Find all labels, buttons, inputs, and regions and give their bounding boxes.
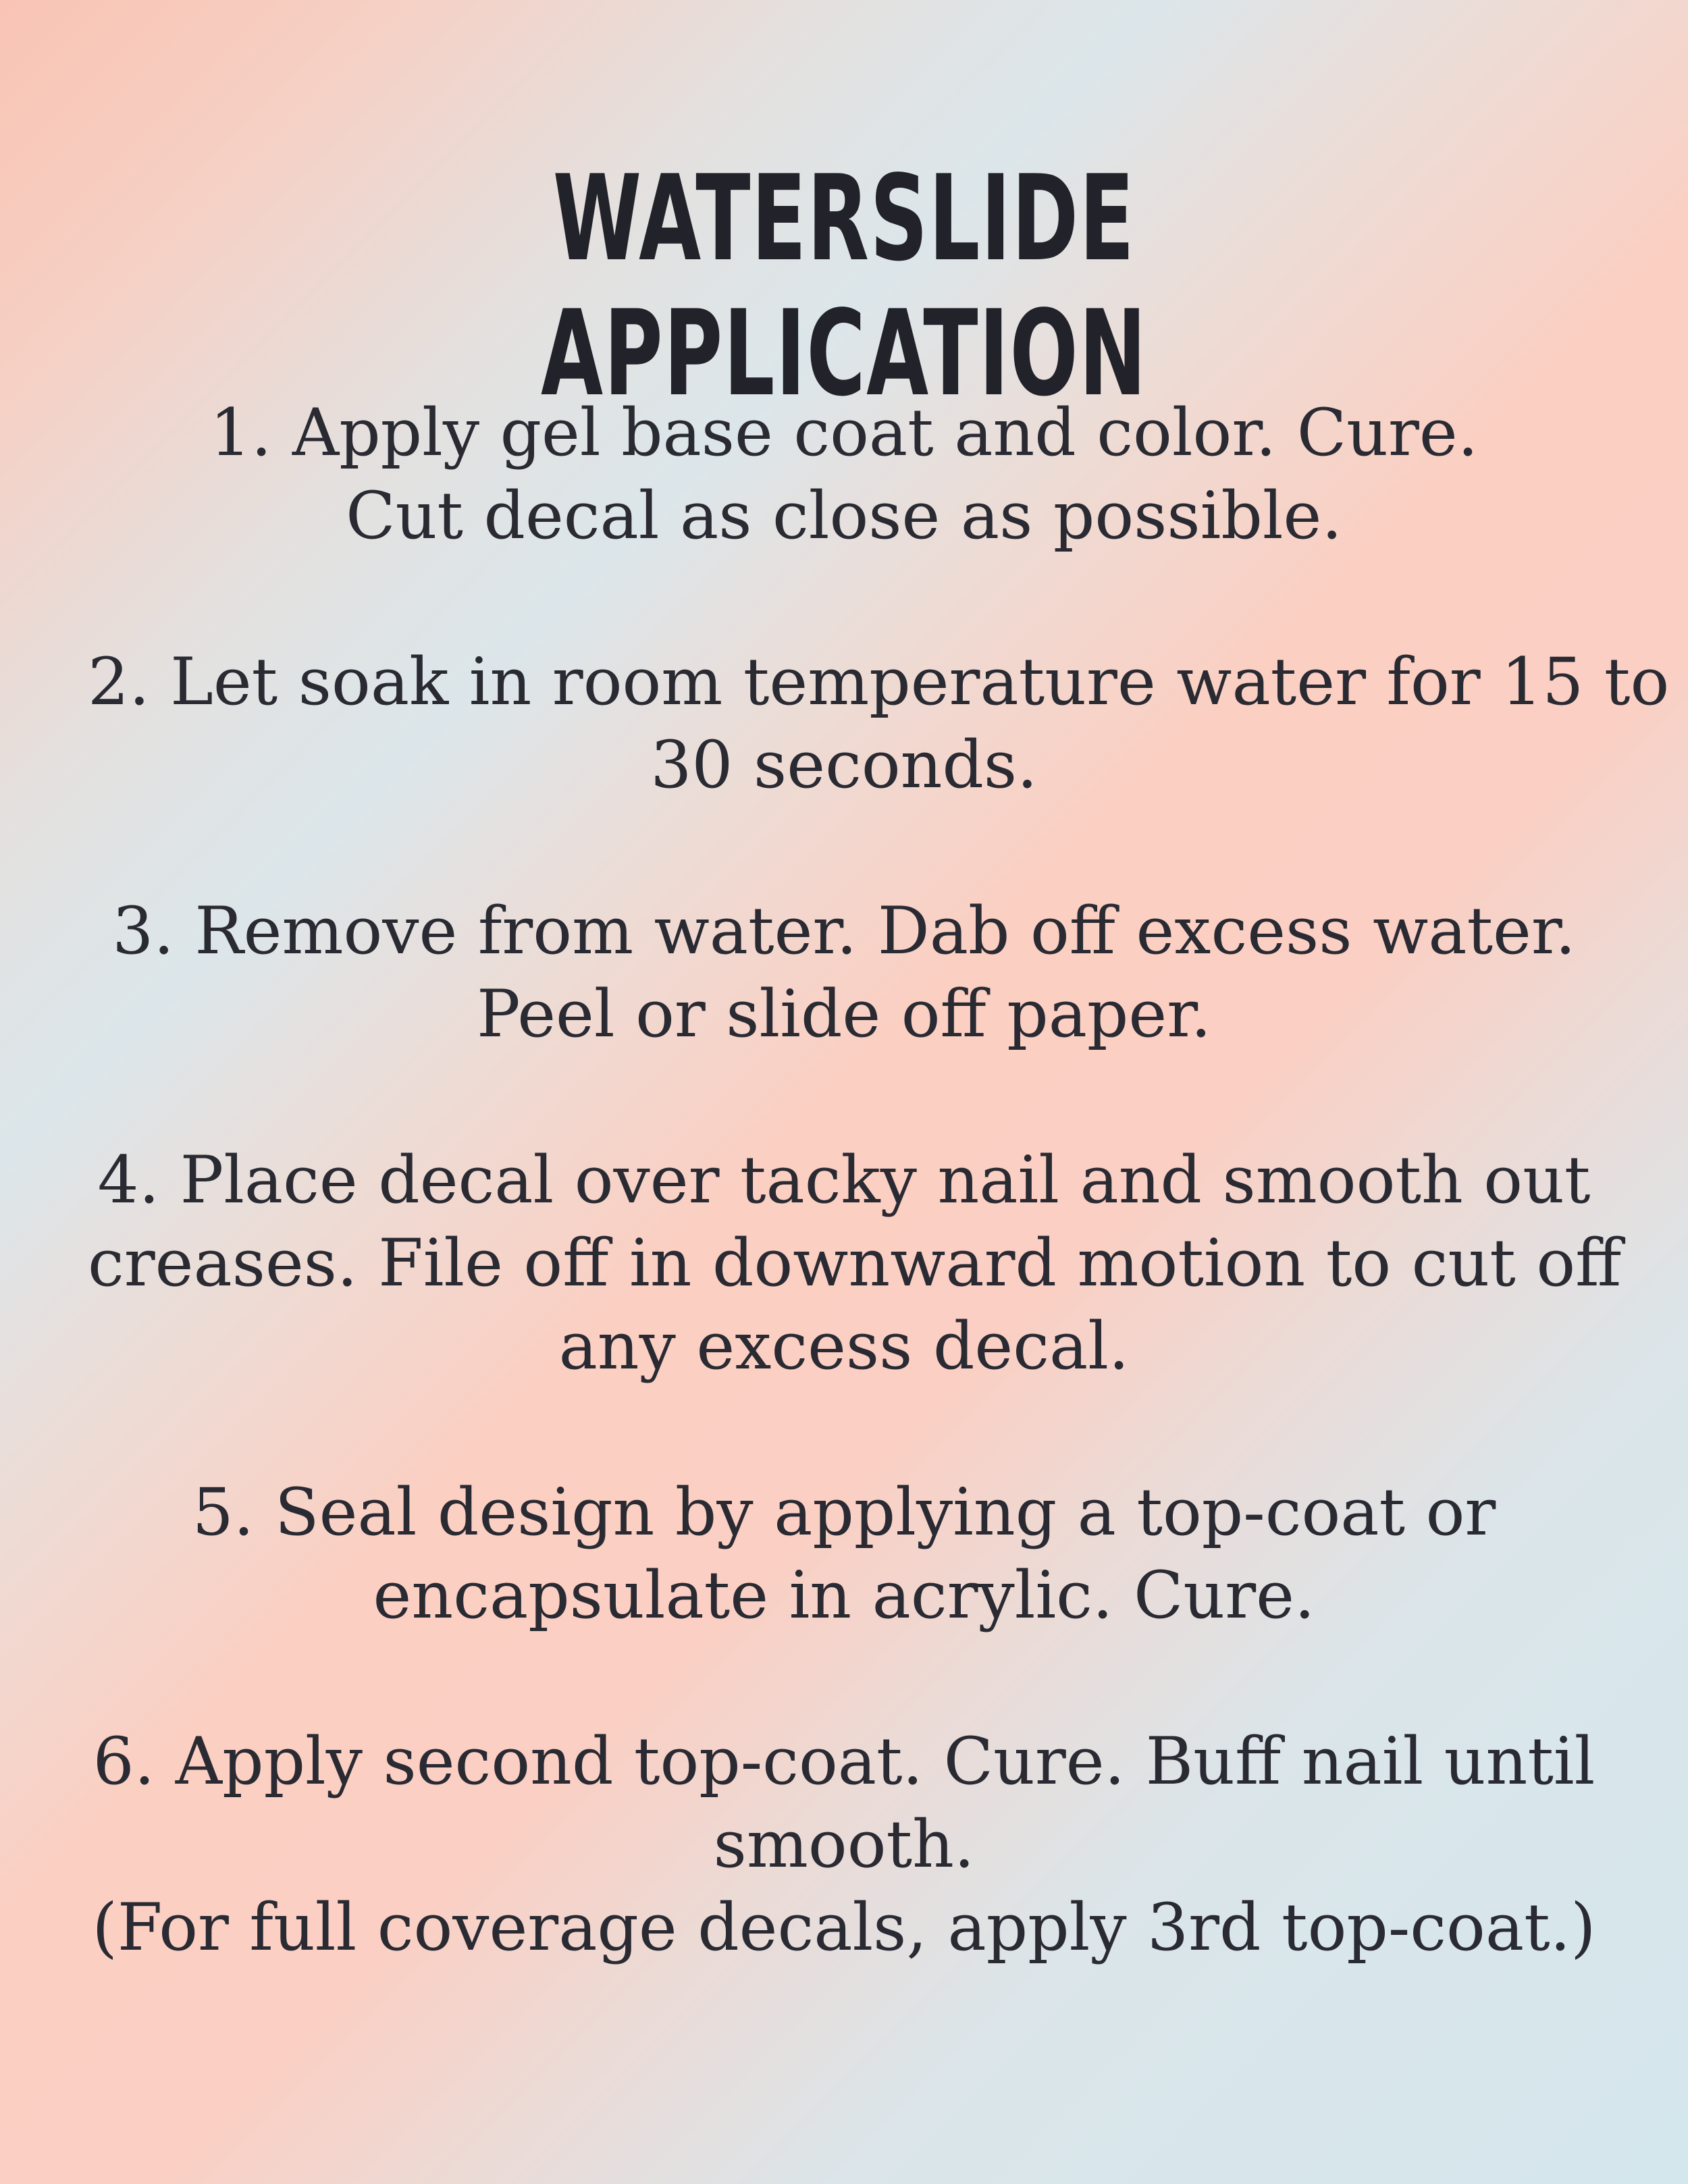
step-6 bbox=[88, 1720, 1600, 1969]
step-3 bbox=[88, 890, 1600, 1056]
page-title: WATERSLIDE APPLICATION bbox=[540, 151, 1147, 423]
step-6-line-3: (For full coverage decals, apply 3rd top-coat.) bbox=[92, 1890, 1596, 1965]
step-4-line-1: 4. Place decal over tacky nail and smooth out bbox=[97, 1142, 1591, 1218]
step-6-line-2: smooth. bbox=[713, 1807, 975, 1882]
step-5 bbox=[88, 1471, 1600, 1637]
step-4-line-3: any excess decal. bbox=[558, 1308, 1130, 1384]
step-2-line-1: 2. Let soak in room temperature water for 15 to bbox=[88, 644, 1670, 720]
step-5-line-1: 5. Seal design by applying a top-coat or bbox=[192, 1474, 1496, 1550]
step-1 bbox=[88, 392, 1600, 558]
step-4-line-2: creases. File off in downward motion to cut off bbox=[88, 1225, 1622, 1301]
step-1-line-1: 1. Apply gel base coat and color. Cure. bbox=[209, 395, 1479, 471]
step-1-line-2: Cut decal as close as possible. bbox=[346, 478, 1342, 554]
step-4 bbox=[88, 1139, 1622, 1388]
step-3-line-2: Peel or slide off paper. bbox=[476, 976, 1212, 1052]
step-2 bbox=[88, 641, 1670, 807]
step-6-line-1: 6. Apply second top-coat. Cure. Buff nail until bbox=[93, 1724, 1595, 1799]
step-3-line-1: 3. Remove from water. Dab off excess water. bbox=[112, 893, 1576, 969]
steps-list bbox=[88, 392, 1670, 2052]
step-5-line-2: encapsulate in acrylic. Cure. bbox=[373, 1557, 1315, 1633]
step-2-line-2: 30 seconds. bbox=[650, 727, 1038, 803]
